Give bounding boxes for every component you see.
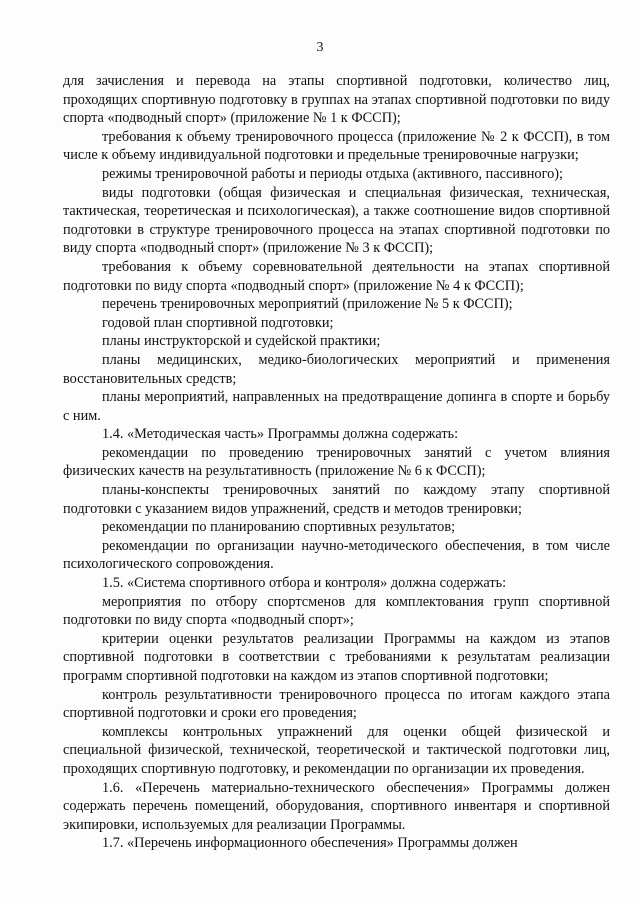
paragraph: рекомендации по проведению тренировочных занятий с учетом влияния физических качеств на результативность (приложение № 6 к ФССП); <box>63 444 610 480</box>
section-1-7: 1.7. «Перечень информационного обеспечения» Программы должен <box>102 835 518 852</box>
paragraph: критерии оценки результатов реализации Программы на каждом из этапов спортивной подготовки в соответствии с требованиями к результатам реализации программ спортивной подготовки на каждом из этапов спортивной подготовки; <box>63 630 610 684</box>
paragraph: годовой план спортивной подготовки; <box>102 314 334 331</box>
paragraph: для зачисления и перевода на этапы спортивной подготовки, количество лиц, проходящих спортивную подготовку в группах на этапах спортивной подготовки по виду спорта «подводный спорт» (приложение № 1 к ФССП); <box>63 73 610 127</box>
paragraph: перечень тренировочных мероприятий (приложение № 5 к ФССП); <box>102 296 513 313</box>
paragraph: планы мероприятий, направленных на предотвращение допинга в спорте и борьбу с ним. <box>63 389 610 424</box>
paragraph: виды подготовки (общая физическая и специальная физическая, техническая, тактическая, теоретическая и психологическая), а также соотношение видов спортивной подготовки в структуре тренировочного процесса на этапах спортивной подготовки по виду спорта «подводный спорт» (приложение № 3 к ФССП); <box>63 184 610 257</box>
section-heading-1-4: 1.4. «Методическая часть» Программы должна содержать: <box>102 426 459 443</box>
paragraph: планы медицинских, медико-биологических мероприятий и применения восстановительных средств; <box>63 351 610 387</box>
section-1-6: 1.6. «Перечень материально-технического обеспечения» Программы должен содержать перечень помещений, оборудования, спортивного инвентаря и спортивной экипировки, используемых для реализации Программы. <box>63 779 610 833</box>
section-heading-1-5: 1.5. «Система спортивного отбора и контроля» должна содержать: <box>102 575 507 592</box>
paragraph: планы-конспекты тренировочных занятий по каждому этапу спортивной подготовки с указанием видов упражнений, средств и методов тренировки; <box>63 482 610 517</box>
paragraph: рекомендации по планированию спортивных результатов; <box>102 519 456 536</box>
document-body <box>63 72 610 853</box>
paragraph: режимы тренировочной работы и периоды отдыха (активного, пассивного); <box>102 165 563 182</box>
page-number: 3 <box>316 40 324 55</box>
paragraph: рекомендации по организации научно-методического обеспечения, в том числе психологического сопровождения. <box>63 537 610 573</box>
paragraph: планы инструкторской и судейской практики; <box>102 333 381 350</box>
paragraph: комплексы контрольных упражнений для оценки общей физической и специальной физической, технической, теоретической и тактической подготовки лиц, проходящих спортивную подготовку, и рекомендации по организации их проведения. <box>63 723 610 777</box>
paragraph: требования к объему соревновательной деятельности на этапах спортивной подготовки по виду спорта «подводный спорт» (приложение № 4 к ФССП); <box>63 258 610 294</box>
paragraph: контроль результативности тренировочного процесса по итогам каждого этапа спортивной подготовки и сроки его проведения; <box>63 686 610 722</box>
paragraph: мероприятия по отбору спортсменов для комплектования групп спортивной подготовки по виду спорта «подводный спорт»; <box>63 593 610 629</box>
paragraph: требования к объему тренировочного процесса (приложение № 2 к ФССП), в том числе к объему индивидуальной подготовки и предельные тренировочные нагрузки; <box>63 128 610 164</box>
